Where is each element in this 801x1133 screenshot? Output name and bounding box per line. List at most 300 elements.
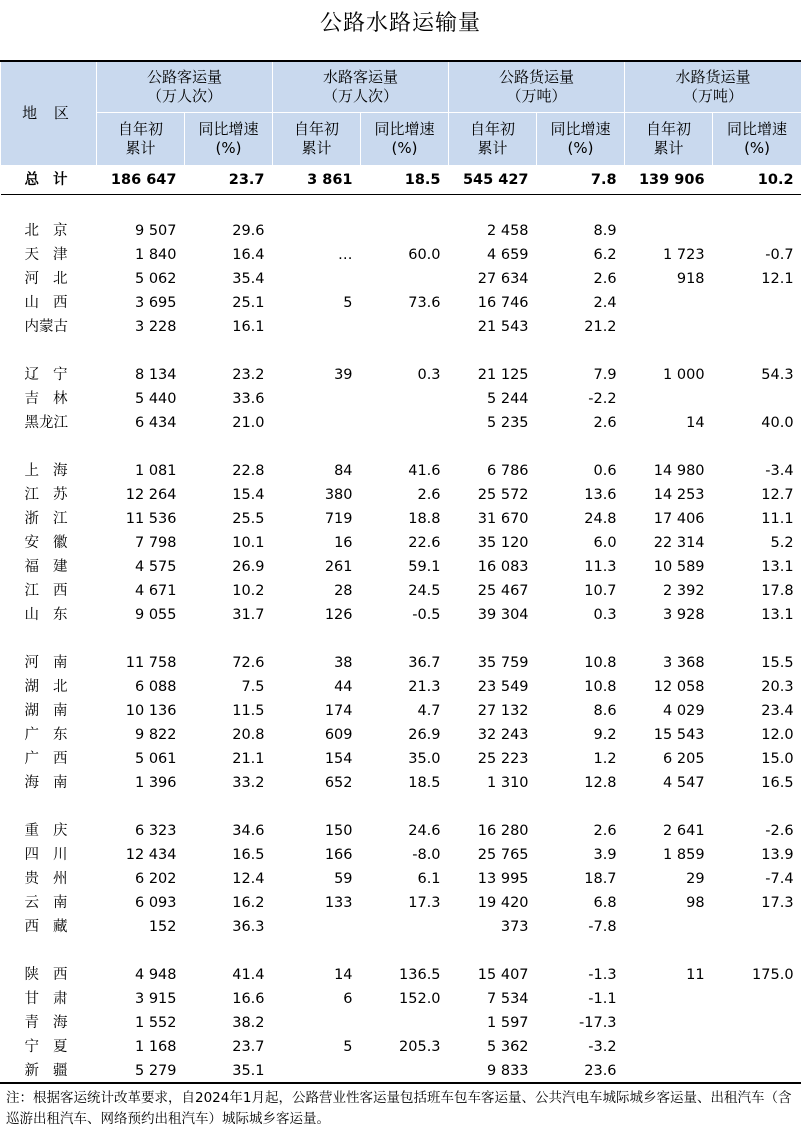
- value-cell: 35 120: [477, 535, 529, 551]
- value-cell: 9.2: [593, 727, 617, 743]
- region-name: 北京: [24, 223, 82, 239]
- region-name: 贵州: [24, 871, 82, 887]
- value-cell: 84: [334, 463, 353, 479]
- value-cell: 10.2: [713, 166, 801, 195]
- region-name: 四川: [24, 847, 82, 863]
- value-cell: 4 671: [134, 583, 177, 599]
- value-cell: 16 280: [477, 823, 529, 839]
- spacer-row: [1, 939, 801, 963]
- value-cell: 1 552: [134, 1015, 177, 1031]
- table-row: [1, 483, 801, 507]
- value-cell: 17.3: [761, 895, 794, 911]
- region-name: 陕西: [24, 967, 82, 983]
- value-cell: 25 572: [477, 487, 529, 503]
- value-cell: 5 062: [134, 271, 177, 287]
- table-row: [1, 819, 801, 843]
- value-cell: -0.5: [412, 607, 441, 623]
- value-cell: [625, 1035, 713, 1059]
- value-cell: 10.8: [584, 679, 617, 695]
- value-cell: 2 392: [663, 583, 705, 599]
- value-cell: 3.9: [593, 847, 617, 863]
- value-cell: 14: [334, 967, 353, 983]
- value-cell: -3.2: [588, 1039, 617, 1055]
- region-name: 山东: [24, 607, 82, 623]
- value-cell: 6 093: [134, 895, 177, 911]
- value-cell: [361, 1011, 449, 1035]
- spacer-row: [1, 195, 801, 220]
- value-cell: -17.3: [579, 1015, 617, 1031]
- value-cell: 73.6: [408, 295, 441, 311]
- region-name: 河北: [24, 271, 82, 287]
- spacer-row: [1, 627, 801, 651]
- value-cell: [361, 219, 449, 243]
- region-name: 甘肃: [24, 991, 82, 1007]
- value-cell: 3 695: [134, 295, 177, 311]
- value-cell: 23.7: [185, 166, 273, 195]
- value-cell: [273, 387, 361, 411]
- value-cell: 19 420: [477, 895, 529, 911]
- region-name: 云南: [24, 895, 82, 911]
- value-cell: 166: [324, 847, 353, 863]
- value-cell: 5 235: [487, 415, 529, 431]
- value-cell: 11 536: [125, 511, 177, 527]
- table-row: [1, 315, 801, 339]
- value-cell: 1 840: [134, 247, 177, 263]
- value-cell: [625, 291, 713, 315]
- value-cell: 35.4: [232, 271, 265, 287]
- value-cell: 22.6: [408, 535, 441, 551]
- spacer-row: [1, 339, 801, 363]
- value-cell: 1 000: [663, 367, 705, 383]
- value-cell: 5: [343, 295, 353, 311]
- value-cell: -2.6: [765, 823, 794, 839]
- table-row: [1, 867, 801, 891]
- value-cell: 34.6: [232, 823, 265, 839]
- value-cell: [713, 291, 801, 315]
- value-cell: -1.3: [588, 967, 617, 983]
- value-cell: 18.5: [361, 166, 449, 195]
- value-cell: 24.5: [408, 583, 441, 599]
- value-cell: 12.8: [584, 775, 617, 791]
- value-cell: 36.7: [408, 655, 441, 671]
- table-row: [1, 1011, 801, 1035]
- value-cell: 27 634: [477, 271, 529, 287]
- value-cell: 4.7: [417, 703, 441, 719]
- total-row: [1, 166, 801, 195]
- value-cell: [713, 987, 801, 1011]
- value-cell: 26.9: [408, 727, 441, 743]
- value-cell: 10.1: [232, 535, 265, 551]
- table-row: [1, 915, 801, 939]
- group-header-water-freight: 水路货运量 （万吨）: [625, 61, 801, 113]
- value-cell: 20.8: [232, 727, 265, 743]
- value-cell: 5 244: [487, 391, 529, 407]
- table-row: [1, 771, 801, 795]
- value-cell: 12.0: [761, 727, 794, 743]
- value-cell: 16 746: [477, 295, 529, 311]
- table-row: [1, 531, 801, 555]
- value-cell: 261: [324, 559, 353, 575]
- value-cell: 54.3: [761, 367, 794, 383]
- value-cell: 7 798: [134, 535, 177, 551]
- value-cell: 12.1: [761, 271, 794, 287]
- region-name: 广西: [24, 751, 82, 767]
- value-cell: 139 906: [625, 166, 713, 195]
- value-cell: [361, 387, 449, 411]
- value-cell: 21.0: [232, 415, 265, 431]
- value-cell: 12.4: [232, 871, 265, 887]
- region-name: 河南: [24, 655, 82, 671]
- value-cell: 918: [676, 271, 705, 287]
- group-header-road-freight: 公路货运量 （万吨）: [449, 61, 625, 113]
- value-cell: 4 029: [663, 703, 705, 719]
- value-cell: 98: [686, 895, 705, 911]
- region-header: 地 区: [1, 61, 97, 166]
- value-cell: 1 396: [134, 775, 177, 791]
- region-name: 安徽: [24, 535, 82, 551]
- value-cell: 4 547: [663, 775, 705, 791]
- value-cell: 0.3: [593, 607, 617, 623]
- value-cell: 17 406: [653, 511, 705, 527]
- value-cell: 6 205: [663, 751, 705, 767]
- footnote: 注：根据客运统计改革要求，自2024年1月起，公路营业性客运量包括班车包车客运量、公共汽电车城际城乡客运量、出租汽车（含巡游出租汽车、网络预约出租汽车）城际城乡客运量。: [0, 1082, 801, 1130]
- value-cell: [713, 219, 801, 243]
- value-cell: 21.1: [232, 751, 265, 767]
- value-cell: 10 136: [125, 703, 177, 719]
- value-cell: 10 589: [653, 559, 705, 575]
- value-cell: 4 948: [134, 967, 177, 983]
- region-name: 广东: [24, 727, 82, 743]
- value-cell: 126: [324, 607, 353, 623]
- value-cell: 9 833: [487, 1063, 529, 1079]
- value-cell: 22 314: [653, 535, 705, 551]
- value-cell: 3 861: [273, 166, 361, 195]
- value-cell: 16.4: [232, 247, 265, 263]
- value-cell: 35.1: [232, 1063, 265, 1079]
- value-cell: 8.6: [593, 703, 617, 719]
- value-cell: 11.1: [761, 511, 794, 527]
- value-cell: [625, 387, 713, 411]
- value-cell: 5 440: [134, 391, 177, 407]
- value-cell: 545 427: [449, 166, 537, 195]
- transport-table: [0, 60, 801, 1083]
- table-row: [1, 1035, 801, 1059]
- value-cell: 11.3: [584, 559, 617, 575]
- value-cell: 17.3: [408, 895, 441, 911]
- value-cell: 60.0: [408, 247, 441, 263]
- value-cell: 175.0: [752, 967, 794, 983]
- table-row: [1, 363, 801, 387]
- value-cell: 44: [334, 679, 353, 695]
- table-row: [1, 843, 801, 867]
- value-cell: 39 304: [477, 607, 529, 623]
- value-cell: 12 058: [653, 679, 705, 695]
- value-cell: 6.0: [593, 535, 617, 551]
- value-cell: 17.8: [761, 583, 794, 599]
- region-name: 内蒙古: [24, 319, 68, 335]
- value-cell: [273, 267, 361, 291]
- value-cell: -3.4: [765, 463, 794, 479]
- region-name: 辽宁: [24, 367, 82, 383]
- value-cell: 59: [334, 871, 353, 887]
- table-row: [1, 987, 801, 1011]
- region-name: 宁夏: [24, 1039, 82, 1055]
- value-cell: 26.9: [232, 559, 265, 575]
- spacer-row: [1, 795, 801, 819]
- value-cell: 2.4: [593, 295, 617, 311]
- value-cell: 18.8: [408, 511, 441, 527]
- region-name: 新疆: [24, 1063, 82, 1079]
- value-cell: 16.5: [232, 847, 265, 863]
- value-cell: 186 647: [97, 166, 185, 195]
- region-name: 重庆: [24, 823, 82, 839]
- value-cell: 35.0: [408, 751, 441, 767]
- value-cell: 72.6: [232, 655, 265, 671]
- value-cell: 11 758: [125, 655, 177, 671]
- value-cell: 15.5: [761, 655, 794, 671]
- table-row: [1, 291, 801, 315]
- value-cell: 719: [324, 511, 353, 527]
- value-cell: 13.1: [761, 607, 794, 623]
- table-row: [1, 1059, 801, 1083]
- value-cell: 1 168: [134, 1039, 177, 1055]
- value-cell: 14 253: [653, 487, 705, 503]
- subheader-cumulative: 自年初 累计: [97, 113, 185, 166]
- value-cell: 5: [343, 1039, 353, 1055]
- value-cell: 205.3: [399, 1039, 441, 1055]
- value-cell: 5.2: [770, 535, 794, 551]
- value-cell: 16: [334, 535, 353, 551]
- value-cell: 2.6: [593, 415, 617, 431]
- value-cell: 40.0: [761, 415, 794, 431]
- value-cell: 41.6: [408, 463, 441, 479]
- value-cell: 6 323: [134, 823, 177, 839]
- value-cell: 18.7: [584, 871, 617, 887]
- value-cell: 7.9: [593, 367, 617, 383]
- value-cell: 152: [148, 919, 177, 935]
- value-cell: [625, 915, 713, 939]
- value-cell: 15.4: [232, 487, 265, 503]
- value-cell: 23.2: [232, 367, 265, 383]
- value-cell: [713, 315, 801, 339]
- value-cell: [273, 1011, 361, 1035]
- region-name: 湖南: [24, 703, 82, 719]
- value-cell: 9 055: [134, 607, 177, 623]
- value-cell: 25.1: [232, 295, 265, 311]
- value-cell: [361, 315, 449, 339]
- value-cell: -1.1: [588, 991, 617, 1007]
- table-row: [1, 603, 801, 627]
- value-cell: 12.7: [761, 487, 794, 503]
- value-cell: 15 543: [653, 727, 705, 743]
- value-cell: -2.2: [588, 391, 617, 407]
- value-cell: 133: [324, 895, 353, 911]
- value-cell: 5 061: [134, 751, 177, 767]
- region-name: 山西: [24, 295, 82, 311]
- value-cell: [361, 1059, 449, 1083]
- table-row: [1, 411, 801, 435]
- value-cell: 4 659: [487, 247, 529, 263]
- group-header-road-passenger: 公路客运量 （万人次）: [97, 61, 273, 113]
- value-cell: 1.2: [593, 751, 617, 767]
- value-cell: [273, 411, 361, 435]
- value-cell: 13.6: [584, 487, 617, 503]
- value-cell: 18.5: [408, 775, 441, 791]
- value-cell: 31 670: [477, 511, 529, 527]
- value-cell: 25 223: [477, 751, 529, 767]
- value-cell: 6 434: [134, 415, 177, 431]
- value-cell: 15.0: [761, 751, 794, 767]
- table-row: [1, 651, 801, 675]
- value-cell: [273, 915, 361, 939]
- value-cell: 13.1: [761, 559, 794, 575]
- value-cell: 380: [324, 487, 353, 503]
- value-cell: 1 723: [663, 247, 705, 263]
- region-name: 海南: [24, 775, 82, 791]
- value-cell: 14: [686, 415, 705, 431]
- value-cell: -0.7: [765, 247, 794, 263]
- value-cell: 6: [343, 991, 353, 1007]
- value-cell: 6.2: [593, 247, 617, 263]
- value-cell: 24.6: [408, 823, 441, 839]
- value-cell: 25 765: [477, 847, 529, 863]
- value-cell: 152.0: [399, 991, 441, 1007]
- value-cell: 1 081: [134, 463, 177, 479]
- value-cell: 23.7: [232, 1039, 265, 1055]
- value-cell: [273, 315, 361, 339]
- value-cell: 27 132: [477, 703, 529, 719]
- table-row: [1, 675, 801, 699]
- region-name: 青海: [24, 1015, 82, 1031]
- region-name: 福建: [24, 559, 82, 575]
- region-name: 吉林: [24, 391, 82, 407]
- table-row: [1, 507, 801, 531]
- value-cell: 0.6: [593, 463, 617, 479]
- value-cell: 10.8: [584, 655, 617, 671]
- table-row: [1, 579, 801, 603]
- value-cell: 6.8: [593, 895, 617, 911]
- region-name: 西藏: [24, 919, 82, 935]
- region-name: 江苏: [24, 487, 82, 503]
- value-cell: 7.8: [537, 166, 625, 195]
- value-cell: 5 279: [134, 1063, 177, 1079]
- value-cell: 59.1: [408, 559, 441, 575]
- value-cell: [625, 315, 713, 339]
- value-cell: 15 407: [477, 967, 529, 983]
- value-cell: 2.6: [593, 271, 617, 287]
- value-cell: [713, 1059, 801, 1083]
- value-cell: 25.5: [232, 511, 265, 527]
- value-cell: 16.5: [761, 775, 794, 791]
- value-cell: 38: [334, 655, 353, 671]
- subheader-yoy: 同比增速 (%): [361, 113, 449, 166]
- subheader-cumulative: 自年初 累计: [273, 113, 361, 166]
- value-cell: 1 597: [487, 1015, 529, 1031]
- value-cell: 3 928: [663, 607, 705, 623]
- value-cell: 41.4: [232, 967, 265, 983]
- subheader-yoy: 同比增速 (%): [185, 113, 273, 166]
- value-cell: 3 368: [663, 655, 705, 671]
- value-cell: [713, 1011, 801, 1035]
- value-cell: 38.2: [232, 1015, 265, 1031]
- value-cell: …: [338, 247, 353, 263]
- value-cell: 10.2: [232, 583, 265, 599]
- value-cell: 33.6: [232, 391, 265, 407]
- value-cell: 6 786: [487, 463, 529, 479]
- value-cell: [273, 1059, 361, 1083]
- group-header-water-passenger: 水路客运量 （万人次）: [273, 61, 449, 113]
- value-cell: 5 362: [487, 1039, 529, 1055]
- value-cell: 7.5: [241, 679, 265, 695]
- value-cell: -7.4: [765, 871, 794, 887]
- table-row: [1, 723, 801, 747]
- value-cell: 373: [500, 919, 529, 935]
- value-cell: 25 467: [477, 583, 529, 599]
- page-title: 公路水路运输量: [319, 11, 481, 36]
- value-cell: 6 202: [134, 871, 177, 887]
- region-name: 湖北: [24, 679, 82, 695]
- table-row: [1, 267, 801, 291]
- value-cell: 23 549: [477, 679, 529, 695]
- subheader-yoy: 同比增速 (%): [713, 113, 801, 166]
- value-cell: 29: [686, 871, 705, 887]
- subheader-yoy: 同比增速 (%): [537, 113, 625, 166]
- value-cell: 16.1: [232, 319, 265, 335]
- value-cell: 20.3: [761, 679, 794, 695]
- value-cell: 21.3: [408, 679, 441, 695]
- value-cell: 10.7: [584, 583, 617, 599]
- value-cell: [273, 219, 361, 243]
- value-cell: 6.1: [417, 871, 441, 887]
- table-row: [1, 459, 801, 483]
- value-cell: -7.8: [588, 919, 617, 935]
- value-cell: 21.2: [584, 319, 617, 335]
- value-cell: 8 134: [134, 367, 177, 383]
- value-cell: 3 228: [134, 319, 177, 335]
- value-cell: 0.3: [417, 367, 441, 383]
- region-name: 天津: [24, 247, 82, 263]
- value-cell: 4 575: [134, 559, 177, 575]
- value-cell: [361, 267, 449, 291]
- value-cell: 2 458: [487, 223, 529, 239]
- table-row: [1, 387, 801, 411]
- value-cell: [713, 1035, 801, 1059]
- value-cell: 1 310: [487, 775, 529, 791]
- value-cell: 28: [334, 583, 353, 599]
- value-cell: 39: [334, 367, 353, 383]
- value-cell: 174: [324, 703, 353, 719]
- value-cell: 16.2: [232, 895, 265, 911]
- value-cell: 11: [686, 967, 705, 983]
- value-cell: 29.6: [232, 223, 265, 239]
- value-cell: [625, 219, 713, 243]
- region-name: 浙江: [24, 511, 82, 527]
- value-cell: [361, 915, 449, 939]
- value-cell: 609: [324, 727, 353, 743]
- table-row: [1, 699, 801, 723]
- value-cell: 31.7: [232, 607, 265, 623]
- value-cell: 2.6: [593, 823, 617, 839]
- value-cell: 33.2: [232, 775, 265, 791]
- region-name: 江西: [24, 583, 82, 599]
- table-row: [1, 219, 801, 243]
- value-cell: 136.5: [399, 967, 441, 983]
- value-cell: 21 543: [477, 319, 529, 335]
- table-row: [1, 891, 801, 915]
- region-name: 总计: [1, 166, 97, 195]
- value-cell: 7 534: [487, 991, 529, 1007]
- value-cell: 8.9: [593, 223, 617, 239]
